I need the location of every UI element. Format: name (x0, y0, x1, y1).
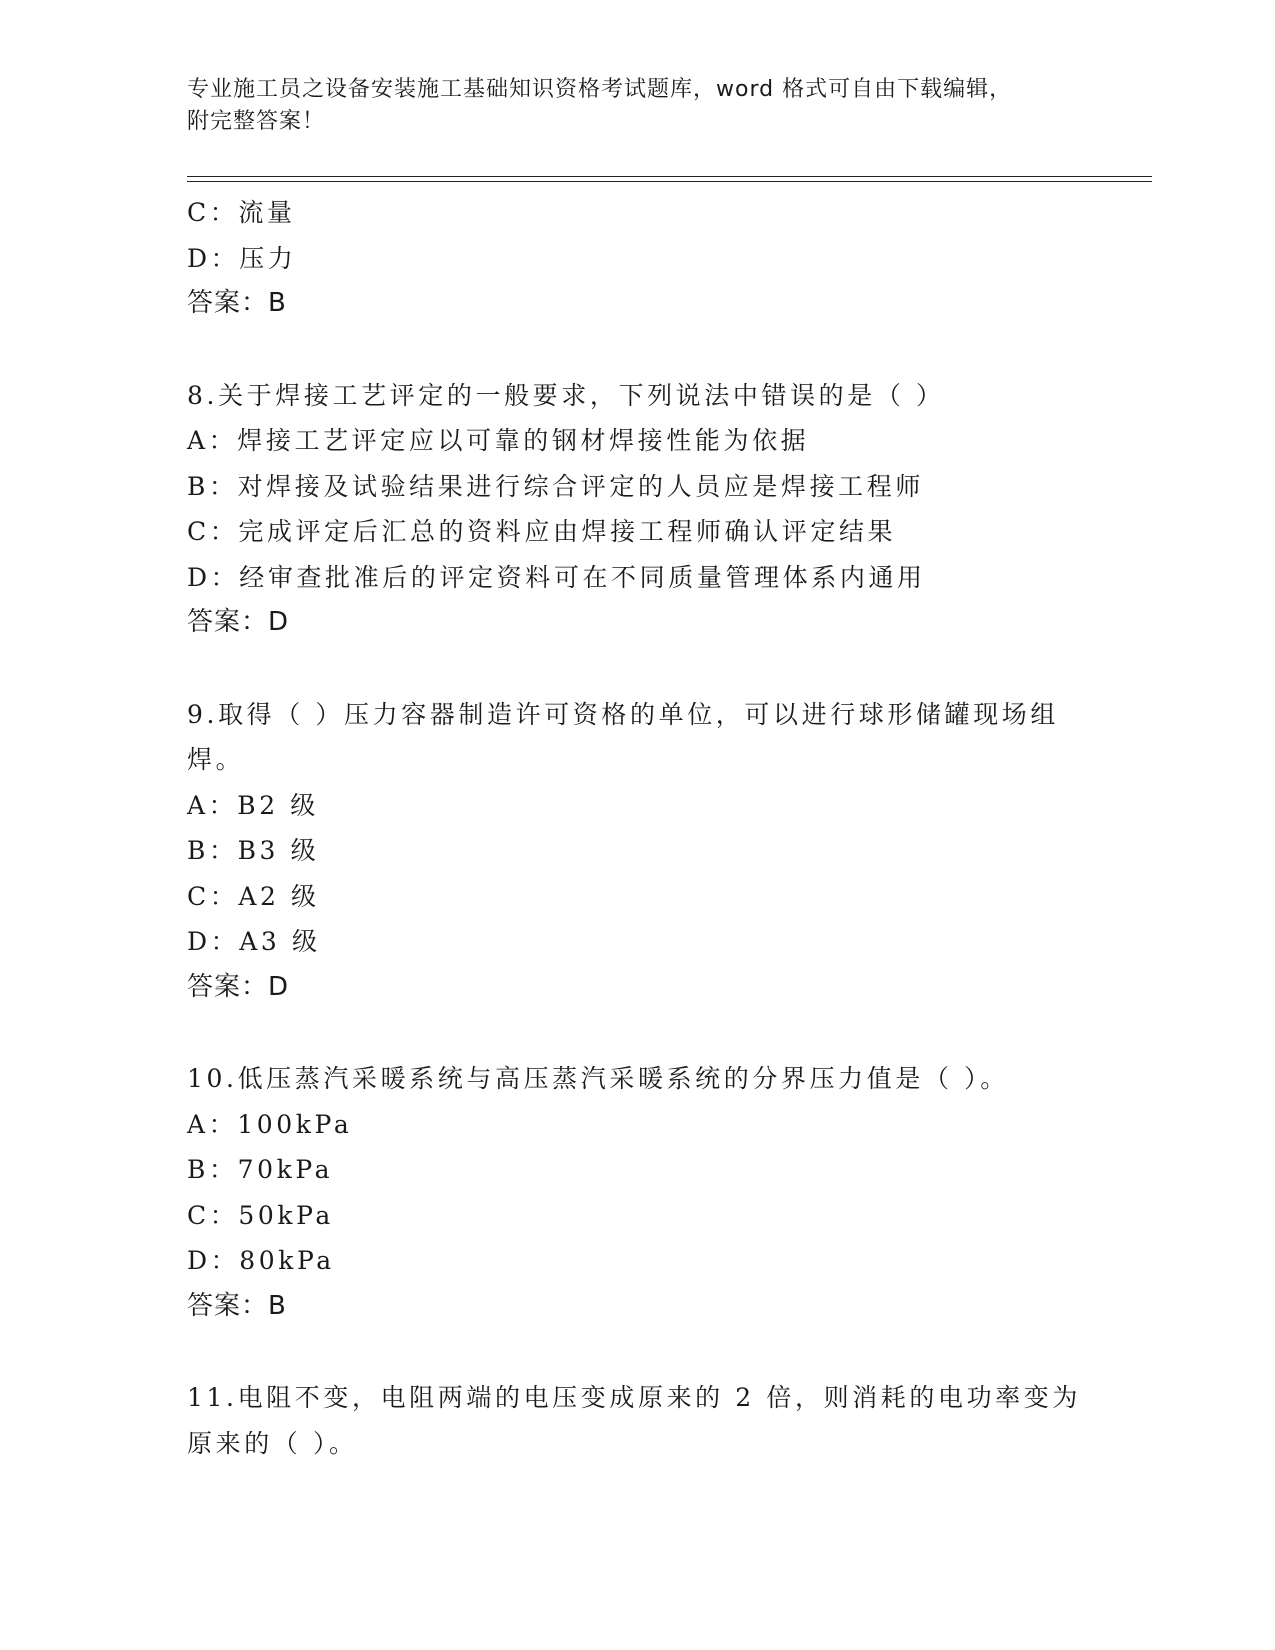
option-label: D： (187, 562, 240, 592)
option-line (187, 1238, 1087, 1284)
option-text: 80kPa (239, 1246, 335, 1275)
option-label: C： (187, 517, 239, 546)
header-divider-bottom (187, 181, 1152, 182)
option-label: C： (187, 881, 239, 911)
option-label: B： (187, 471, 238, 501)
answer-line: 答案：D (187, 607, 290, 637)
option-text: 经审查批准后的评定资料可在不同质量管理体系内通用 (239, 562, 926, 592)
option-label: B： (187, 836, 238, 865)
document-header (187, 74, 1067, 138)
option-text: B3 级 (237, 836, 320, 865)
option-label: D： (187, 1246, 240, 1275)
header-line-1: 专业施工员之设备安装施工基础知识资格考试题库，word 格式可自由下载编辑， (187, 77, 1013, 102)
option-label: A： (187, 426, 238, 455)
option-line (187, 236, 1087, 282)
option-text: 压力 (239, 243, 297, 273)
option-line (187, 919, 1087, 965)
question-number: 11. (187, 1383, 238, 1412)
option-line (187, 418, 1087, 464)
question-text: 关于焊接工艺评定的一般要求，下列说法中错误的是（ ） (218, 380, 945, 410)
question-number: 9. (187, 699, 219, 729)
question-8 (187, 373, 1087, 646)
option-text: 焊接工艺评定应以可靠的钢材焊接性能为依据 (237, 426, 810, 455)
option-text: A3 级 (239, 927, 321, 956)
question-11 (187, 1375, 1087, 1466)
option-text: 100kPa (237, 1109, 353, 1139)
option-line (187, 190, 1087, 236)
answer-line: 答案：D (187, 971, 290, 1002)
option-text: 50kPa (238, 1200, 334, 1230)
option-label: B： (187, 1155, 238, 1184)
option-line (187, 464, 1087, 510)
option-text: 70kPa (237, 1155, 334, 1184)
option-line (187, 1193, 1087, 1239)
question-stem-continued: 原来的（ ）。 (187, 1428, 358, 1458)
option-text: 流量 (238, 198, 296, 227)
question-stem (187, 1375, 1087, 1421)
question-stem (187, 692, 1087, 738)
question-text: 取得（ ）压力容器制造许可资格的单位，可以进行球形储罐现场组 (218, 699, 1060, 729)
option-text: B2 级 (237, 790, 319, 820)
option-line (187, 874, 1087, 920)
header-divider-top (187, 176, 1152, 177)
option-text: 对焊接及试验结果进行综合评定的人员应是焊接工程师 (237, 471, 924, 501)
question-list (187, 190, 1087, 1466)
question-text: 电阻不变，电阻两端的电压变成原来的 2 倍，则消耗的电功率变为 (237, 1383, 1081, 1412)
option-line (187, 1147, 1087, 1193)
option-text: 完成评定后汇总的资料应由焊接工程师确认评定结果 (238, 517, 897, 546)
question-stem (187, 1056, 1087, 1102)
question-10 (187, 1056, 1087, 1329)
option-text: A2 级 (238, 881, 320, 911)
option-line (187, 509, 1087, 555)
question-stem (187, 373, 1087, 419)
question-9 (187, 692, 1087, 1011)
option-label: C： (187, 198, 239, 227)
question-number: 10. (187, 1064, 238, 1093)
header-line-2: 附完整答案！ (187, 109, 326, 134)
answer-line: 答案：B (187, 1290, 287, 1321)
question-text: 低压蒸汽采暖系统与高压蒸汽采暖系统的分界压力值是（ ）。 (237, 1064, 1009, 1093)
option-label: A： (187, 790, 238, 820)
option-label: D： (187, 927, 240, 956)
option-label: C： (187, 1200, 239, 1230)
option-line (187, 555, 1087, 601)
option-line (187, 828, 1087, 874)
option-line (187, 1102, 1087, 1148)
option-label: D： (187, 243, 240, 273)
answer-line: 答案：B (187, 288, 287, 318)
question-stem-continued: 焊。 (187, 745, 245, 774)
option-label: A： (187, 1109, 238, 1139)
option-line (187, 783, 1087, 829)
previous-question-continuation (187, 190, 1087, 327)
question-number: 8. (187, 380, 219, 410)
